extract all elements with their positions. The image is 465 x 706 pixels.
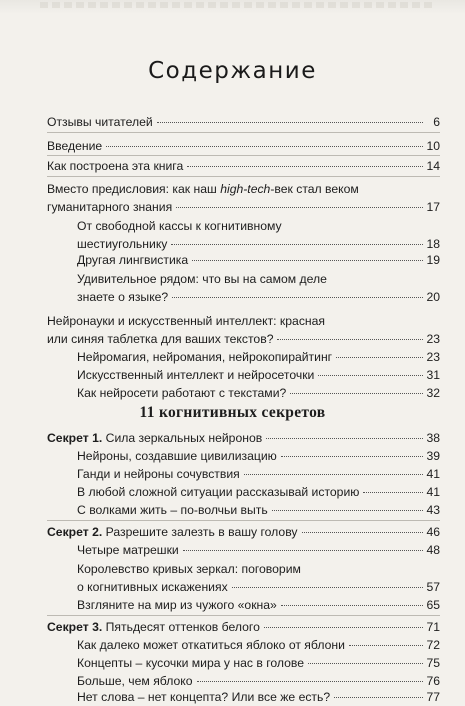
toc-page-number: 17: [426, 200, 440, 215]
toc-page-number: 43: [426, 503, 440, 518]
dot-leader: [290, 381, 423, 394]
toc-page-number: 39: [426, 449, 440, 464]
dot-leader: [106, 134, 423, 147]
dot-leader: [281, 593, 423, 606]
toc-entry-title: С волками жить – по-волчьи выть: [77, 503, 268, 518]
dot-leader: [172, 285, 423, 298]
toc-entry-title: гуманитарного знания: [47, 200, 173, 215]
toc-page-number: 65: [426, 598, 440, 613]
secret-label: Секрет 2.: [47, 525, 103, 540]
toc-entry-title: знаете о языке?: [77, 290, 169, 305]
dot-leader: [349, 633, 423, 646]
toc-entry-structure[interactable]: [47, 157, 440, 175]
toc-entry-title: Отзывы читателей: [47, 115, 153, 130]
toc-entry-title: о когнитивных искажениях: [77, 580, 228, 595]
dot-leader: [197, 669, 424, 682]
toc-page-number: 48: [426, 543, 440, 558]
title-emphasis: high-tech: [220, 182, 271, 196]
toc-subentry[interactable]: [77, 596, 440, 614]
dot-leader: [318, 363, 423, 376]
toc-page-number: 31: [426, 368, 440, 383]
bleed-through-text: [40, 2, 435, 8]
toc-entry-title: Ганди и нейроны сочувствия: [77, 467, 240, 482]
dot-leader: [244, 462, 423, 475]
toc-page-number: 23: [426, 332, 440, 347]
dot-leader: [157, 110, 423, 123]
toc-entry-title: Как далеко может откатиться яблоко от яблони: [77, 638, 345, 653]
toc-subentry[interactable]: [77, 384, 440, 402]
toc-subentry[interactable]: [77, 688, 440, 706]
dot-leader: [266, 426, 423, 439]
toc-entry-title-line: Удивительное рядом: что вы на самом деле: [77, 272, 327, 286]
title-text: Вместо предисловия: как наш: [47, 182, 221, 196]
previous-page-edge: [0, 0, 465, 14]
toc-entry-title: В любой сложной ситуации рассказывай историю: [77, 485, 360, 500]
dot-leader: [336, 345, 423, 358]
title-text: -век стал веком: [270, 182, 359, 196]
toc-entry-title: Нейромагия, нейромания, нейрокопирайтинг: [77, 350, 333, 365]
toc-entry-title: Введение: [47, 139, 103, 154]
divider: [47, 132, 440, 133]
dot-leader: [272, 498, 423, 511]
toc-entry-neuroscience[interactable]: [47, 312, 440, 348]
dot-leader: [363, 480, 423, 493]
toc-subentry[interactable]: [77, 270, 440, 306]
toc-entry-title: Концепты – кусочки мира у нас в голове: [77, 656, 305, 671]
toc-page-number: 14: [426, 159, 440, 174]
toc-entry-title: Другая лингвистика: [77, 253, 189, 268]
dot-leader: [281, 444, 423, 457]
toc-page-number: 18: [426, 237, 440, 252]
toc-subentry[interactable]: [77, 541, 440, 559]
dot-leader: [187, 154, 423, 167]
toc-entry-title: Искусственный интеллект и нейросеточки: [77, 368, 315, 383]
toc-page-number: 46: [426, 525, 440, 540]
toc-entry-introduction[interactable]: [47, 137, 440, 155]
toc-entry-title: Сила зеркальных нейронов: [102, 431, 263, 446]
toc-entry-reviews[interactable]: [47, 113, 440, 131]
toc-entry-title: Нейроны, создавшие цивилизацию: [77, 449, 277, 464]
dot-leader: [176, 195, 423, 208]
toc-page-number: 72: [426, 638, 440, 653]
toc-page-number: 76: [426, 674, 440, 689]
toc-page-number: 38: [426, 431, 440, 446]
page-title: Содержание: [148, 58, 317, 84]
toc-page-number: 57: [426, 580, 440, 595]
toc-entry-title: Нет слова – нет концепта? Или все же есть?: [77, 690, 331, 705]
toc-entry-title: шестиугольнику: [77, 237, 168, 252]
dot-leader: [192, 248, 423, 261]
toc-entry-title: или синяя таблетка для ваших текстов?: [47, 332, 274, 347]
toc-entry-preface[interactable]: [47, 180, 440, 216]
dot-leader: [232, 575, 423, 588]
toc-subentry[interactable]: [77, 251, 440, 269]
dot-leader: [302, 520, 424, 533]
toc-entry-title-line: Королевство кривых зеркал: поговорим: [77, 562, 301, 576]
secret-label: Секрет 3.: [47, 620, 103, 635]
dot-leader: [277, 327, 423, 340]
toc-page-number: 23: [426, 350, 440, 365]
toc-page-number: 77: [426, 690, 440, 705]
toc-page-number: 32: [426, 386, 440, 401]
toc-page-number: 75: [426, 656, 440, 671]
dot-leader: [171, 232, 423, 245]
toc-subentry[interactable]: [77, 501, 440, 519]
dot-leader: [183, 538, 423, 551]
toc-page-number: 6: [433, 115, 440, 130]
toc-entry-title-line: Нейронауки и искусственный интеллект: красная: [47, 314, 326, 328]
toc-entry-title: Как нейросети работают с текстами?: [77, 386, 287, 401]
toc-entry-title-line: От свободной кассы к когнитивному: [77, 219, 282, 233]
toc-page-number: 41: [426, 485, 440, 500]
secret-label: Секрет 1.: [47, 431, 103, 446]
toc-page-number: 71: [426, 620, 440, 635]
toc-entry-title: Четыре матрешки: [77, 543, 179, 558]
toc-page-number: 41: [426, 467, 440, 482]
section-heading: 11 когнитивных секретов: [139, 404, 326, 421]
dot-leader: [334, 685, 423, 698]
toc-entry-title: Разрешите залезть в вашу голову: [102, 525, 298, 540]
toc-entry-title: Взгляните на мир из чужого «окна»: [77, 598, 277, 613]
dot-leader: [308, 651, 423, 664]
toc-page-number: 19: [426, 253, 440, 268]
divider: [47, 176, 440, 177]
toc-entry-title: Больше, чем яблоко: [77, 674, 193, 689]
toc-page-number: 10: [426, 139, 440, 154]
toc-subentry[interactable]: [77, 560, 440, 596]
toc-page-number: 20: [426, 290, 440, 305]
toc-entry-title: Как построена эта книга: [47, 159, 184, 174]
toc-entry-title: Пятьдесят оттенков белого: [102, 620, 260, 635]
dot-leader: [264, 615, 423, 628]
